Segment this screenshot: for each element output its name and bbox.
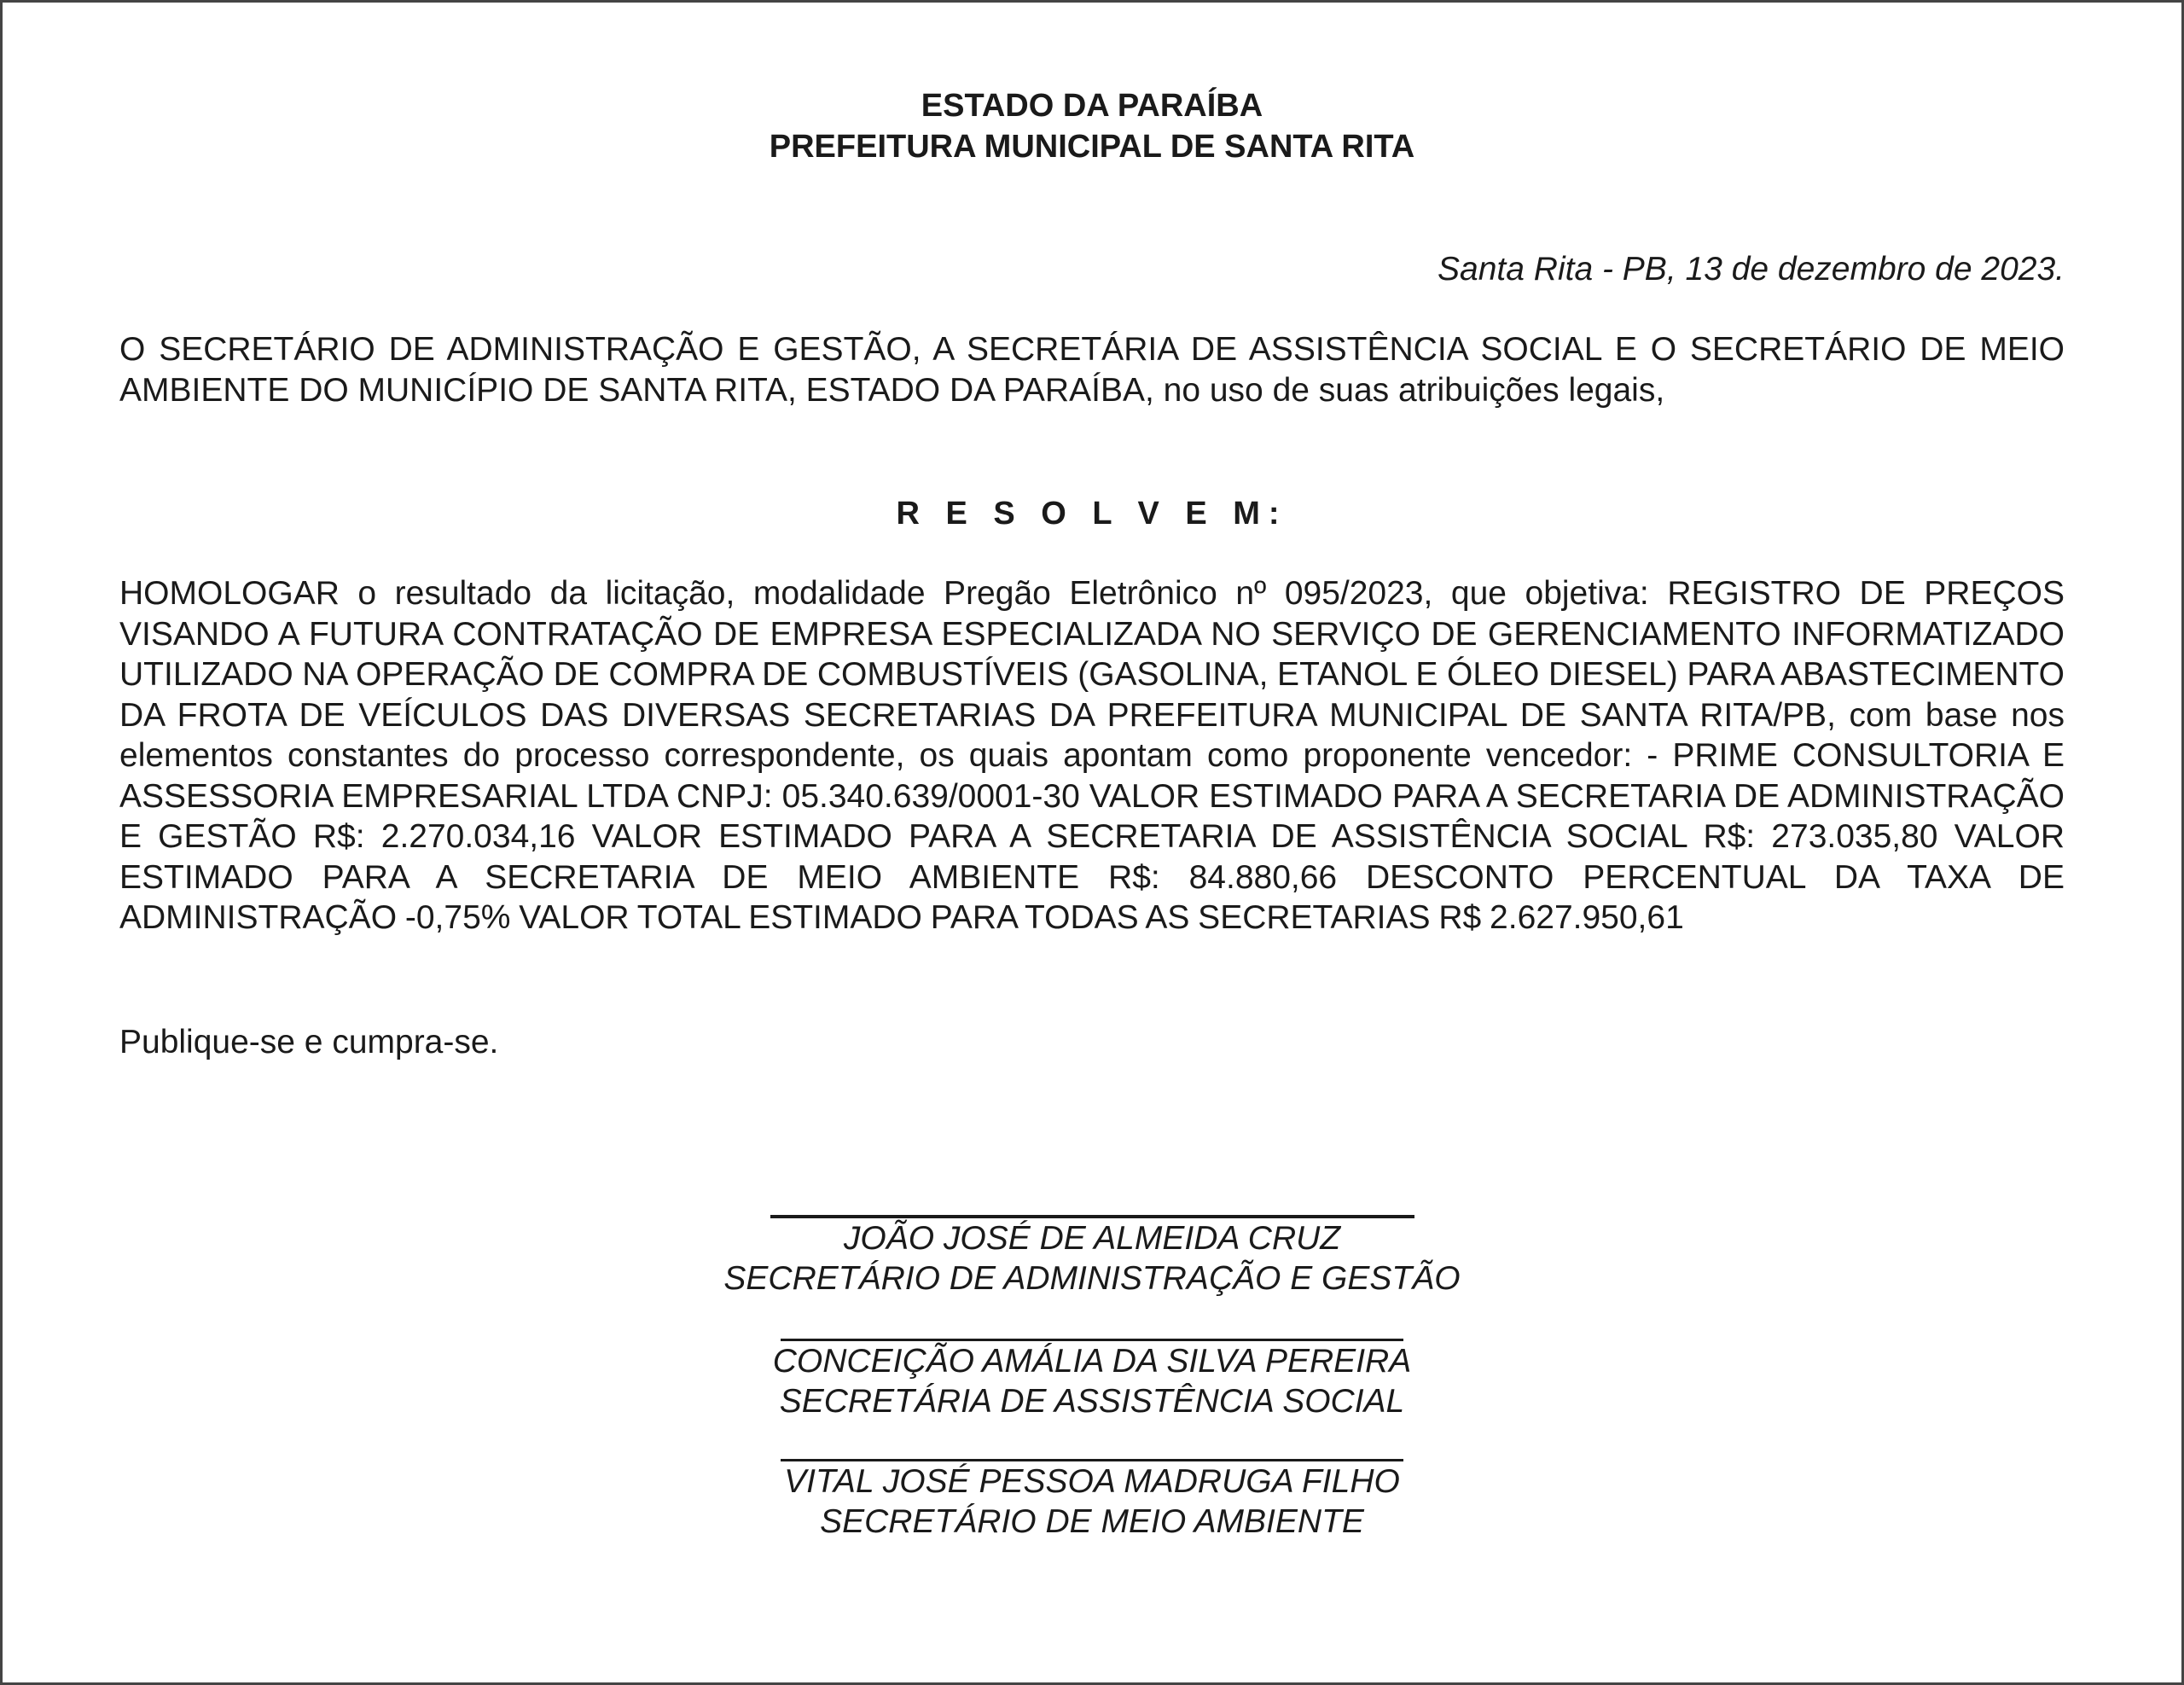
document-header bbox=[0, 85, 2184, 167]
signatory-title: SECRETÁRIO DE MEIO AMBIENTE bbox=[820, 1503, 1364, 1540]
signatory-title: SECRETÁRIO DE ADMINISTRAÇÃO E GESTÃO bbox=[723, 1260, 1461, 1297]
intro-paragraph: O SECRETÁRIO DE ADMINISTRAÇÃO E GESTÃO, A SECRETÁRIA DE ASSISTÊNCIA SOCIAL E O SECRETÁRIO DE MEIO AMBIENTE DO MUNICÍPIO DE SANTA RITA, ESTADO DA PARAÍBA, no uso de suas atribuições legais, bbox=[119, 331, 2065, 409]
signatory-name: JOÃO JOSÉ DE ALMEIDA CRUZ bbox=[843, 1220, 1341, 1257]
resolvem-heading: R E S O L V E M: bbox=[896, 496, 1288, 532]
signatory-title: SECRETÁRIA DE ASSISTÊNCIA SOCIAL bbox=[779, 1383, 1405, 1420]
signature-block-1 bbox=[0, 1215, 2184, 1299]
document-date: Santa Rita - PB, 13 de dezembro de 2023. bbox=[1438, 251, 2065, 288]
closing-text: Publique-se e cumpra-se. bbox=[119, 1024, 499, 1060]
header-municipality: PREFEITURA MUNICIPAL DE SANTA RITA bbox=[769, 129, 1415, 165]
signatory-name: VITAL JOSÉ PESSOA MADRUGA FILHO bbox=[784, 1463, 1400, 1500]
signature-block-2 bbox=[0, 1339, 2184, 1421]
header-state: ESTADO DA PARAÍBA bbox=[921, 88, 1263, 124]
signatory-name: CONCEIÇÃO AMÁLIA DA SILVA PEREIRA bbox=[772, 1343, 1412, 1380]
resolution-body: HOMOLOGAR o resultado da licitação, modalidade Pregão Eletrônico nº 095/2023, que objetiva: REGISTRO DE PREÇOS VISANDO A FUTURA CONTRATAÇÃO DE EMPRESA ESPECIALIZADA NO SERVIÇO DE GERENCIAMENTO INFORMATIZADO UTILIZADO NA OPERAÇÃO DE COMPRA DE COMBUSTÍVEIS (GASOLINA, ETANOL E ÓLEO DIESEL) PARA ABASTECIMENTO DA FROTA DE VEÍCULOS DAS DIVERSAS SECRETARIAS DA PREFEITURA MUNICIPAL DE SANTA RITA/PB, com base nos elementos constantes do processo correspondente, os quais apontam como proponente vencedor: - PRIME CONSULTORIA E ASSESSORIA EMPRESARIAL LTDA CNPJ: 05.340.639/0001-30 VALOR ESTIMADO PARA A SECRETARIA DE ADMINISTRAÇÃO E GESTÃO R$: 2.270.034,16 VALOR ESTIMADO PARA A SECRETARIA DE ASSISTÊNCIA SOCIAL R$: 273.035,80 VALOR ESTIMADO PARA A SECRETARIA DE MEIO AMBIENTE R$: 84.880,66 DESCONTO PERCENTUAL DA TAXA DE ADMINISTRAÇÃO -0,75% VALOR TOTAL ESTIMADO PARA TODAS AS SECRETARIAS R$ 2.627.950,61 bbox=[119, 575, 2065, 936]
signature-block-3 bbox=[0, 1459, 2184, 1542]
